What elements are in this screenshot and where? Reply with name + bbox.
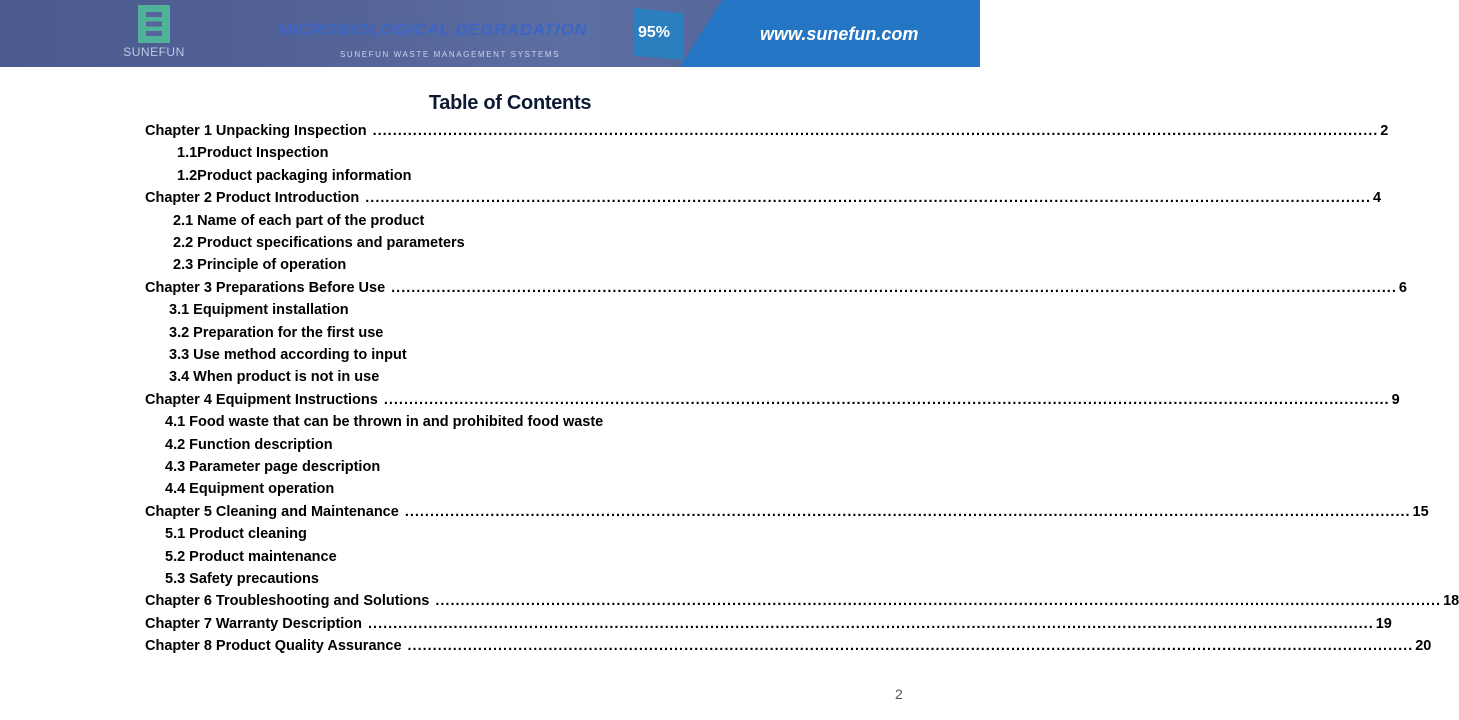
toc-chapter-5 xyxy=(145,501,1429,523)
toc-section: 1.2Product packaging information xyxy=(177,167,412,184)
chapter-title: Chapter 7 Warranty Description xyxy=(145,615,363,632)
dot-leader: ........................................................................................................................................................................................................ xyxy=(383,391,1390,408)
chapter-page-number: 18 xyxy=(1443,593,1459,610)
toc-section: 4.2 Function description xyxy=(165,436,333,453)
brand-logo xyxy=(118,5,190,63)
chapter-page-number: 6 xyxy=(1398,279,1407,296)
toc-title: Table of Contents xyxy=(428,92,592,114)
logo-wordmark: SUNEFUN xyxy=(123,45,185,59)
banner-title: MICROBIOLOGICAL DEGRADATION xyxy=(278,20,588,39)
chapter-page-number: 4 xyxy=(1373,190,1382,207)
chapter-title: Chapter 2 Product Introduction xyxy=(145,190,360,207)
toc-section: 2.3 Principle of operation xyxy=(173,257,347,274)
dot-leader: ........................................................................................................................................................................................................ xyxy=(372,123,1379,139)
chapter-page-number: 2 xyxy=(1380,123,1389,139)
sunefun-e-logo-icon xyxy=(138,5,170,43)
toc-section: 5.3 Safety precautions xyxy=(165,571,319,587)
chapter-page-number: 20 xyxy=(1415,638,1432,655)
toc-chapter-6 xyxy=(145,590,1459,612)
toc-section: 4.4 Equipment operation xyxy=(165,481,335,498)
toc-section: 5.1 Product cleaning xyxy=(165,526,307,543)
toc-chapter-3 xyxy=(145,277,1407,299)
dot-leader: ........................................................................................................................................................................................................ xyxy=(435,593,1442,610)
chapter-title: Chapter 1 Unpacking Inspection xyxy=(145,123,367,139)
chapter-page-number: 9 xyxy=(1391,391,1400,408)
dot-leader: ........................................................................................................................................................................................................ xyxy=(404,503,1411,520)
chapter-title: Chapter 8 Product Quality Assurance xyxy=(145,638,402,655)
toc-section: 3.1 Equipment installation xyxy=(169,302,349,319)
dot-leader: ........................................................................................................................................................................................................ xyxy=(365,190,1371,207)
toc-section: 4.3 Parameter page description xyxy=(165,459,381,475)
chapter-title: Chapter 6 Troubleshooting and Solutions xyxy=(145,593,430,610)
header-banner xyxy=(0,0,960,67)
toc-section: 3.3 Use method according to input xyxy=(169,347,407,363)
toc-section: 5.2 Product maintenance xyxy=(165,548,337,565)
toc-chapter-7 xyxy=(145,613,1392,635)
toc-section: 3.2 Preparation for the first use xyxy=(169,324,384,341)
banner-subtitle: SUNEFUN WASTE MANAGEMENT SYSTEMS xyxy=(340,50,561,59)
toc-chapter-2 xyxy=(145,187,1382,209)
chapter-page-number: 19 xyxy=(1375,615,1392,632)
toc-section: 4.1 Food waste that can be thrown in and prohibited food waste xyxy=(165,414,604,431)
toc-section: 1.1Product Inspection xyxy=(177,145,329,162)
dot-leader: ........................................................................................................................................................................................................ xyxy=(368,615,1374,632)
page-number: 2 xyxy=(895,686,903,702)
chapter-title: Chapter 4 Equipment Instructions xyxy=(145,391,378,408)
dot-leader: ........................................................................................................................................................................................................ xyxy=(391,279,1397,296)
website-url: www.sunefun.com xyxy=(760,24,919,44)
toc-chapter-1 xyxy=(145,120,1389,142)
toc-section: 2.1 Name of each part of the product xyxy=(173,212,425,229)
chapter-page-number: 15 xyxy=(1412,503,1429,520)
dot-leader: ........................................................................................................................................................................................................ xyxy=(407,638,1414,655)
toc-chapter-4 xyxy=(145,389,1400,411)
chapter-title: Chapter 3 Preparations Before Use xyxy=(145,279,386,296)
toc-section: 2.2 Product specifications and parameters xyxy=(173,235,465,251)
toc-section: 3.4 When product is not in use xyxy=(169,369,380,386)
toc-chapter-8 xyxy=(145,635,1432,657)
percent-text: 95% xyxy=(638,24,671,41)
chapter-title: Chapter 5 Cleaning and Maintenance xyxy=(145,503,399,520)
